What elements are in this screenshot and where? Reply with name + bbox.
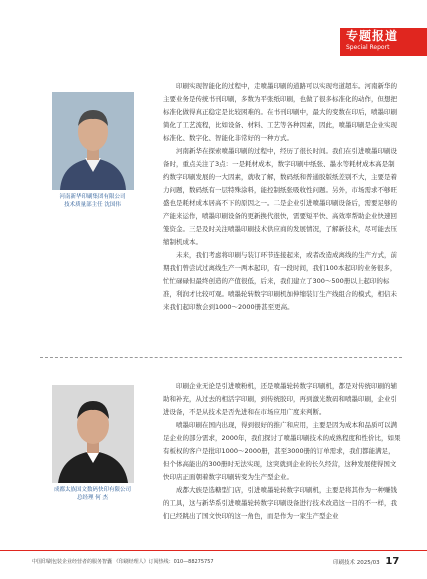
- portrait-photo-1: [52, 92, 134, 190]
- caption-person-2: 总经理 何 杰: [77, 495, 108, 501]
- portrait-photo-2: [52, 385, 134, 483]
- issue-number: 2025/03: [356, 560, 380, 566]
- footer-rule: [0, 550, 427, 551]
- portrait-caption-1: [40, 193, 145, 209]
- section-divider: [40, 357, 402, 358]
- section-subtitle: Special Report: [346, 44, 390, 51]
- portrait-caption-2: [40, 486, 145, 502]
- footer-tagline: 中国印刷包装企业经营者的服务智囊 《印刷经理人》订阅热线：010—88275757: [32, 559, 214, 565]
- journal-name: 印刷技术: [333, 560, 356, 566]
- section-title: 专题报道: [346, 29, 399, 43]
- page-footer: [0, 550, 427, 579]
- paragraph: 喷墨印刷在国内出现，得到很好的推广和应用，主要是因为成本和品质可以满足企业的部分需求，2000年，我们探讨了喷墨印刷技术的成熟程度和性价比，如果有板权的客户是批印1000～2000册，甚至3000册的订单需求，我们都能满足，但个体高能出的300册时无法实现，这突就到企业的长久经营，这种发展使得国文快印店正面朝着数字印刷转变为生产型企业。: [163, 421, 401, 481]
- caption-company-1: 河南新华印刷集团有限公司: [59, 194, 126, 200]
- caption-company-2: 成都太族国文数码快印有限公司: [53, 487, 131, 493]
- paragraph: 成都大族是选糖型门店，引进喷墨轮转数字印刷机，主要是将其作为一种赚钱的工具，这与新华系引进喷墨轮转数字印刷设备进行技术改造这一目的不一样，我们已经跳出了国文快印的这一角色，而是作为一家生产型企业: [163, 486, 397, 520]
- caption-person-1: 技术质量部主任 沈国伟: [64, 202, 121, 208]
- paragraph: 印刷企业无论是引进喷粉机，还是喷墨轮转数字印刷机，都是对传统印刷的辅助和补充，从过去的相活字印刷，到传统胶印，再到激光数码和喷墨印刷，企业引进设备，不是从技术是否先进和在市场应用广度来判断。: [163, 382, 397, 416]
- page-number: 17: [385, 556, 400, 567]
- footer-journal-info: [333, 556, 399, 567]
- paragraph: 印刷实现智能化的过程中，走喷墨印刷的道路可以实现弯道超车。河南新华的主要业务是传统书刊印刷，多数为平张纸印刷，也做了很多标准化的动作，但想把标准化做得真正稳定是比较困难的。在书刊印刷中，最大的变数在印后，喷墨印刷简化了工艺流程，比如设备、材料、工艺等各种因素，因此，喷墨印刷是企业实现标准化、数字化、智能化非常好的一种方式。: [163, 82, 397, 142]
- article-body-1: [163, 80, 401, 314]
- section-header-band: [340, 28, 427, 56]
- paragraph: 未来，我们考虑将印刷与装订环节连接起来，或者改造成离线的生产方式，前期我们曾尝试过离线生产一两本起印，有一段时间，我们100本起印的业务很多，忙忙碌碌但最终创造的产值很低，后来，我们建立了300～500册以上起印的标准，利润才比较可观。喷墨轮转数字印刷机加伸缩装订生产线组合的模式，相信未来我们起印数会到1000～2000册甚至更高。: [163, 251, 397, 311]
- article-body-2: [163, 380, 401, 523]
- paragraph: 河南新华在探索喷墨印刷的过程中，经历了很长时间。我们在引进喷墨印刷设备时，重点关注了3点：一是耗材成本，数字印刷中纸张、墨水等耗材成本高是制约数字印刷发展的一大因素，就收了解，数码纸和普通胶版纸差别不大，主要是着力问题，数码纸有一层特殊涂料，能控制纸张吸收性问题。另外，市场需求不够旺盛也是耗材成本居高不下的原因之一。二是企业引进喷墨印刷设备后，需要足够的产能来运作，喷墨印刷设备的更新换代很快，需要短平快、高效率帮助企业快速回笼资金。三是及时关注喷墨印刷技术供应商的发展情况，了解新技术，尽可能去压缩制机成本。: [163, 147, 397, 246]
